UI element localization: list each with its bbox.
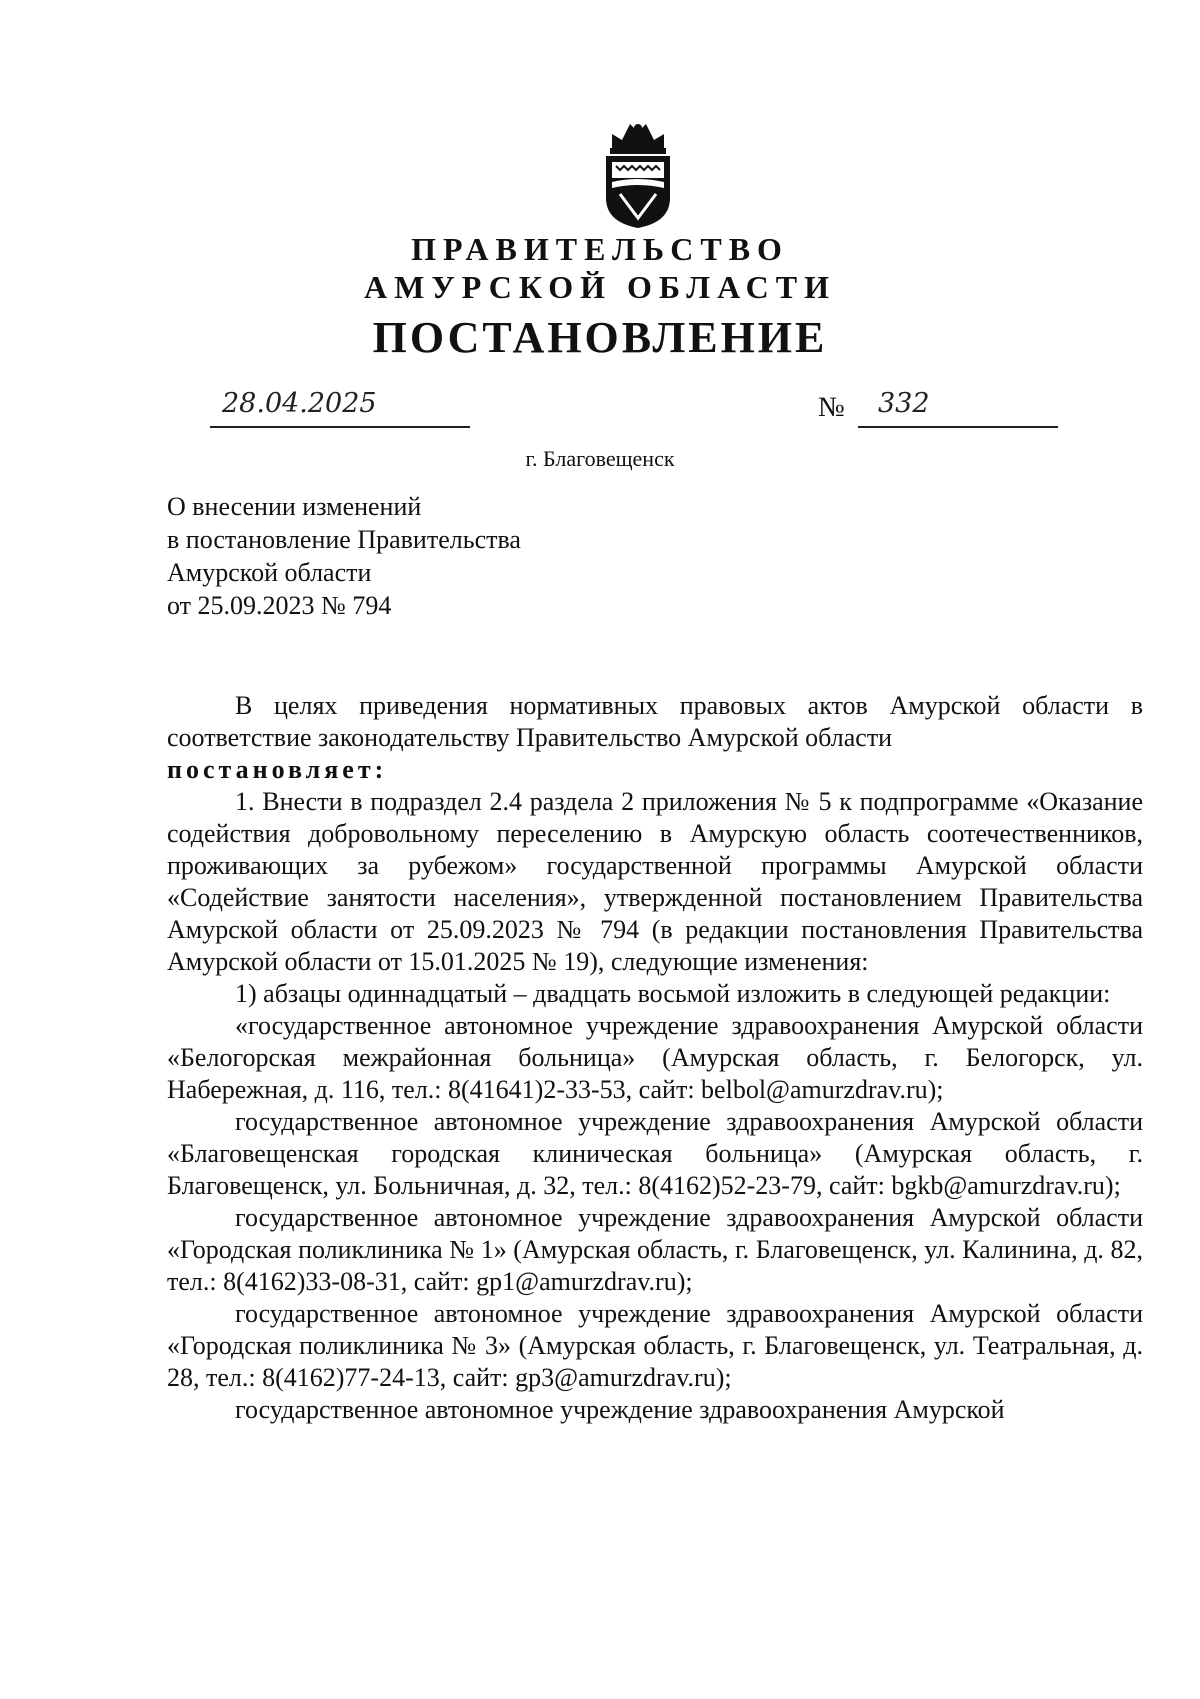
number-field: [858, 388, 1058, 428]
institution-paragraph-3: государственное автономное учреждение здравоохранения Амурской области «Городская поликлиника № 1» (Амурская область, г. Благовещенск, ул. Калинина, д. 82, тел.: 8(4162)33-08-31, сайт: gp1@amurzdrav.ru);: [167, 1203, 1143, 1296]
handwritten-number: 332: [878, 388, 930, 419]
document-type: ПОСТАНОВЛЕНИЕ: [372, 313, 828, 362]
item-1-1-paragraph: 1) абзацы одиннадцатый – двадцать восьмой изложить в следующей редакции:: [235, 979, 1111, 1008]
title-line: Амурской области: [167, 558, 372, 587]
institution-paragraph-2: государственное автономное учреждение здравоохранения Амурской области «Благовещенская городская клиническая больница» (Амурская область, г. Благовещенск, ул. Больничная, д. 32, тел.: 8(4162)52-23-79, сайт: bgkb@amurzdrav.ru);: [167, 1107, 1143, 1200]
org-name-line2: АМУРСКОЙ ОБЛАСТИ: [364, 269, 836, 305]
preamble-paragraph: В целях приведения нормативных правовых актов Амурской области в соответствие законодательству Правительство Амурской области: [167, 691, 1143, 752]
decree-word: постановляет:: [167, 755, 388, 784]
number-sign: №: [818, 392, 845, 423]
title-line: О внесении изменений: [167, 492, 422, 521]
handwritten-date: 28.04.2025: [222, 388, 377, 419]
document-body: [167, 690, 1143, 1426]
city-name: г. Благовещенск: [525, 446, 675, 471]
institution-paragraph-4: государственное автономное учреждение здравоохранения Амурской области «Городская поликлиника № 3» (Амурская область, г. Благовещенск, ул. Театральная, д. 28, тел.: 8(4162)77-24-13, сайт: gp3@amurzdrav.ru);: [167, 1299, 1143, 1392]
institution-paragraph-5: государственное автономное учреждение здравоохранения Амурской: [235, 1395, 1005, 1424]
document-title: [167, 490, 521, 622]
title-line: от 25.09.2023 № 794: [167, 591, 392, 620]
institution-paragraph-1: «государственное автономное учреждение здравоохранения Амурской области «Белогорская межрайонная больница» (Амурская область, г. Белогорск, ул. Набережная, д. 116, тел.: 8(41641)2-33-53, сайт: belbol@amurzdrav.ru);: [167, 1011, 1143, 1104]
title-line: в постановление Правительства: [167, 525, 521, 554]
date-field: [210, 388, 470, 428]
coat-of-arms-icon: [598, 118, 678, 230]
item-1-paragraph: 1. Внести в подраздел 2.4 раздела 2 приложения № 5 к подпрограмме «Оказание содействия добровольному переселению в Амурскую область соотечественников, проживающих за рубежом» государственной программы Амурской области «Содействие занятости населения», утвержденной постановлением Правительства Амурской области от 25.09.2023 № 794 (в редакции постановления Правительства Амурской области от 15.01.2025 № 19), следующие изменения:: [167, 787, 1143, 976]
org-name-line1: ПРАВИТЕЛЬСТВО: [411, 231, 789, 267]
